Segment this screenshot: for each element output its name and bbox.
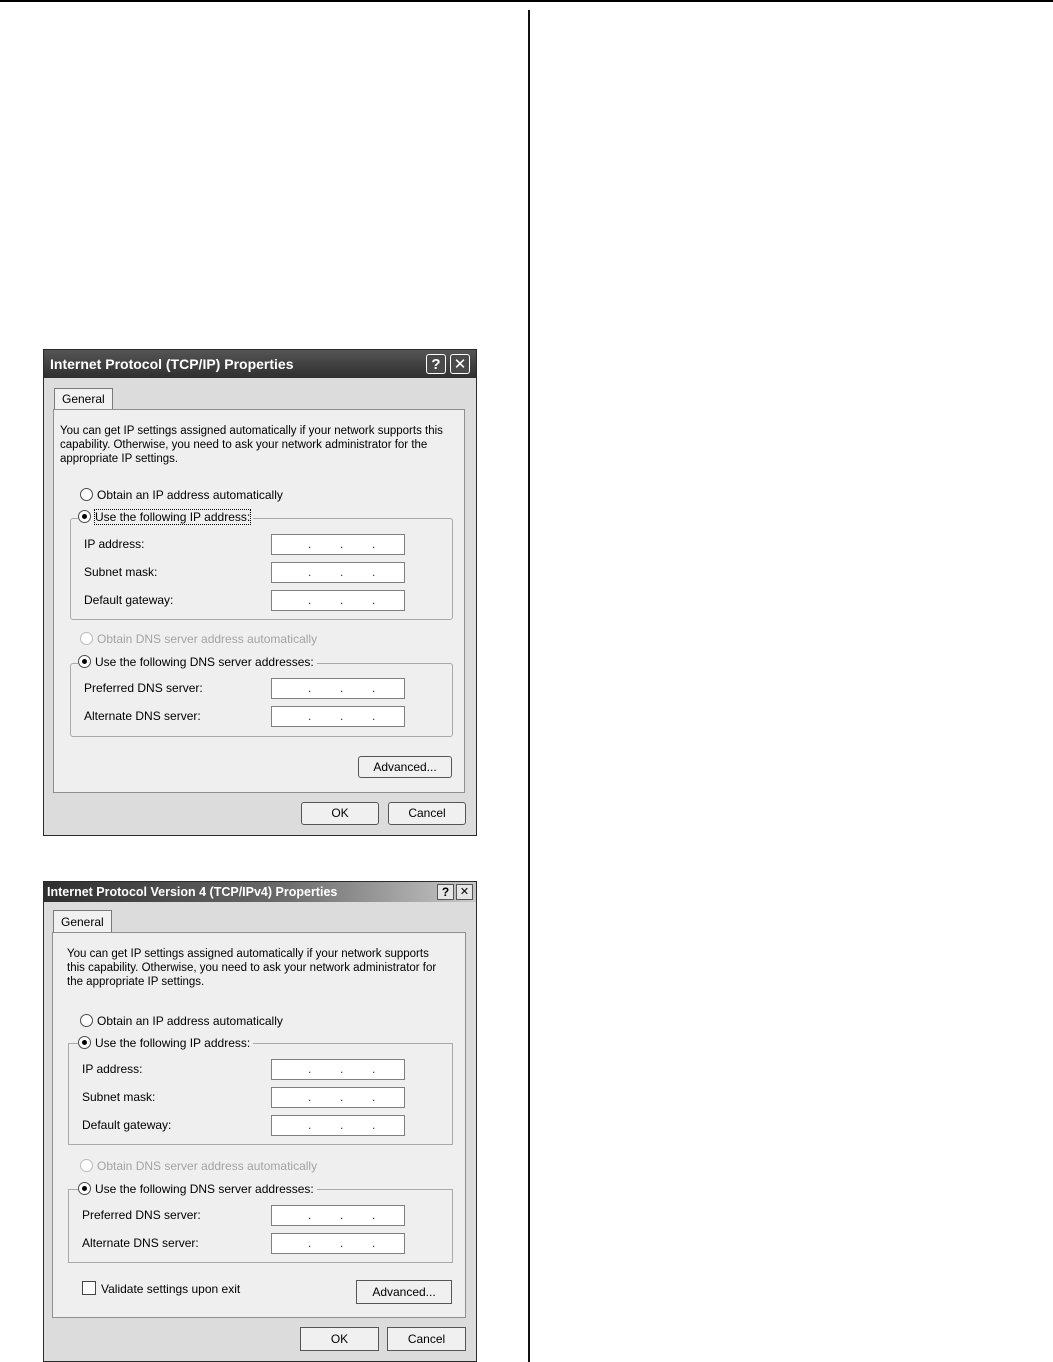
- help-icon[interactable]: ?: [437, 884, 454, 900]
- use-ip-label: Use the following IP address:: [95, 510, 251, 524]
- subnet-mask-input[interactable]: . . .: [271, 562, 405, 583]
- radio-disabled-icon: [80, 632, 93, 645]
- radio-on-icon: [78, 510, 91, 523]
- obtain-dns-label: Obtain DNS server address automatically: [97, 1159, 318, 1173]
- checkbox-unchecked-icon: [82, 1281, 96, 1295]
- alternate-dns-label: Alternate DNS server:: [82, 1236, 199, 1250]
- obtain-ip-label: Obtain an IP address automatically: [97, 1014, 283, 1028]
- use-dns-label: Use the following DNS server addresses:: [95, 1182, 314, 1196]
- ip-address-label: IP address:: [82, 1062, 143, 1076]
- ip-address-input[interactable]: . . .: [271, 1059, 405, 1080]
- radio-off-icon: [80, 1014, 93, 1027]
- ip-address-input[interactable]: . . .: [271, 534, 405, 555]
- dialog-title: Internet Protocol (TCP/IP) Properties: [50, 356, 294, 372]
- preferred-dns-input[interactable]: . . .: [271, 1205, 405, 1226]
- radio-on-icon: [78, 1036, 91, 1049]
- use-dns-radio[interactable]: [78, 655, 317, 669]
- close-icon[interactable]: ✕: [456, 884, 473, 900]
- tab-general[interactable]: General: [54, 388, 113, 410]
- radio-disabled-icon: [80, 1159, 93, 1172]
- obtain-dns-label: Obtain DNS server address automatically: [97, 632, 318, 646]
- preferred-dns-label: Preferred DNS server:: [82, 1208, 201, 1222]
- subnet-mask-label: Subnet mask:: [82, 1090, 156, 1104]
- preferred-dns-input[interactable]: . . .: [271, 678, 405, 699]
- obtain-ip-label: Obtain an IP address automatically: [97, 488, 283, 502]
- advanced-button[interactable]: Advanced...: [356, 1280, 452, 1304]
- subnet-mask-input[interactable]: . . .: [271, 1087, 405, 1108]
- close-icon[interactable]: ✕: [450, 354, 470, 374]
- page-top-rule: [0, 0, 1053, 2]
- help-icon[interactable]: ?: [426, 354, 446, 374]
- validate-label: Validate settings upon exit: [101, 1282, 241, 1296]
- use-ip-radio[interactable]: [78, 510, 253, 524]
- obtain-ip-radio[interactable]: [80, 488, 283, 502]
- intro-text: You can get IP settings assigned automatically if your network supports this capability. Otherwise, you need to ask your network administrator for the appropriate IP settings.: [67, 948, 437, 988]
- obtain-ip-radio[interactable]: [80, 1014, 283, 1028]
- tab-general[interactable]: General: [53, 910, 112, 933]
- obtain-dns-radio[interactable]: [80, 1159, 317, 1173]
- radio-on-icon: [78, 1182, 91, 1195]
- tcpip-properties-dialog: [43, 349, 477, 836]
- validate-checkbox[interactable]: [82, 1281, 240, 1296]
- default-gateway-input[interactable]: . . .: [271, 1115, 405, 1136]
- use-ip-radio[interactable]: [78, 1036, 253, 1050]
- subnet-mask-label: Subnet mask:: [84, 565, 158, 579]
- default-gateway-input[interactable]: . . .: [271, 590, 405, 611]
- alternate-dns-input[interactable]: . . .: [271, 706, 405, 727]
- radio-on-icon: [78, 655, 91, 668]
- cancel-button[interactable]: Cancel: [388, 802, 466, 825]
- advanced-button[interactable]: Advanced...: [358, 756, 452, 778]
- preferred-dns-label: Preferred DNS server:: [84, 681, 203, 695]
- alternate-dns-input[interactable]: . . .: [271, 1233, 405, 1254]
- alternate-dns-label: Alternate DNS server:: [84, 709, 201, 723]
- dialog-titlebar[interactable]: [44, 882, 476, 902]
- cancel-button[interactable]: Cancel: [387, 1327, 466, 1351]
- use-ip-label: Use the following IP address:: [95, 1036, 251, 1050]
- default-gateway-label: Default gateway:: [84, 593, 174, 607]
- ok-button[interactable]: OK: [301, 802, 379, 825]
- ok-button[interactable]: OK: [300, 1327, 379, 1351]
- tcpipv4-properties-dialog: [43, 881, 477, 1362]
- intro-text: You can get IP settings assigned automatically if your network supports this capability. Otherwise, you need to ask your network administrator for the appropriate IP settings.: [60, 425, 443, 465]
- use-dns-radio[interactable]: [78, 1182, 317, 1196]
- dialog-titlebar[interactable]: [44, 350, 476, 378]
- radio-off-icon: [80, 488, 93, 501]
- ip-address-label: IP address:: [84, 537, 145, 551]
- dialog-title: Internet Protocol Version 4 (TCP/IPv4) Properties: [47, 885, 338, 899]
- general-panel: [53, 409, 465, 793]
- column-divider: [528, 10, 530, 1362]
- default-gateway-label: Default gateway:: [82, 1118, 172, 1132]
- use-dns-label: Use the following DNS server addresses:: [95, 655, 314, 669]
- general-panel: [52, 932, 466, 1318]
- obtain-dns-radio[interactable]: [80, 632, 317, 646]
